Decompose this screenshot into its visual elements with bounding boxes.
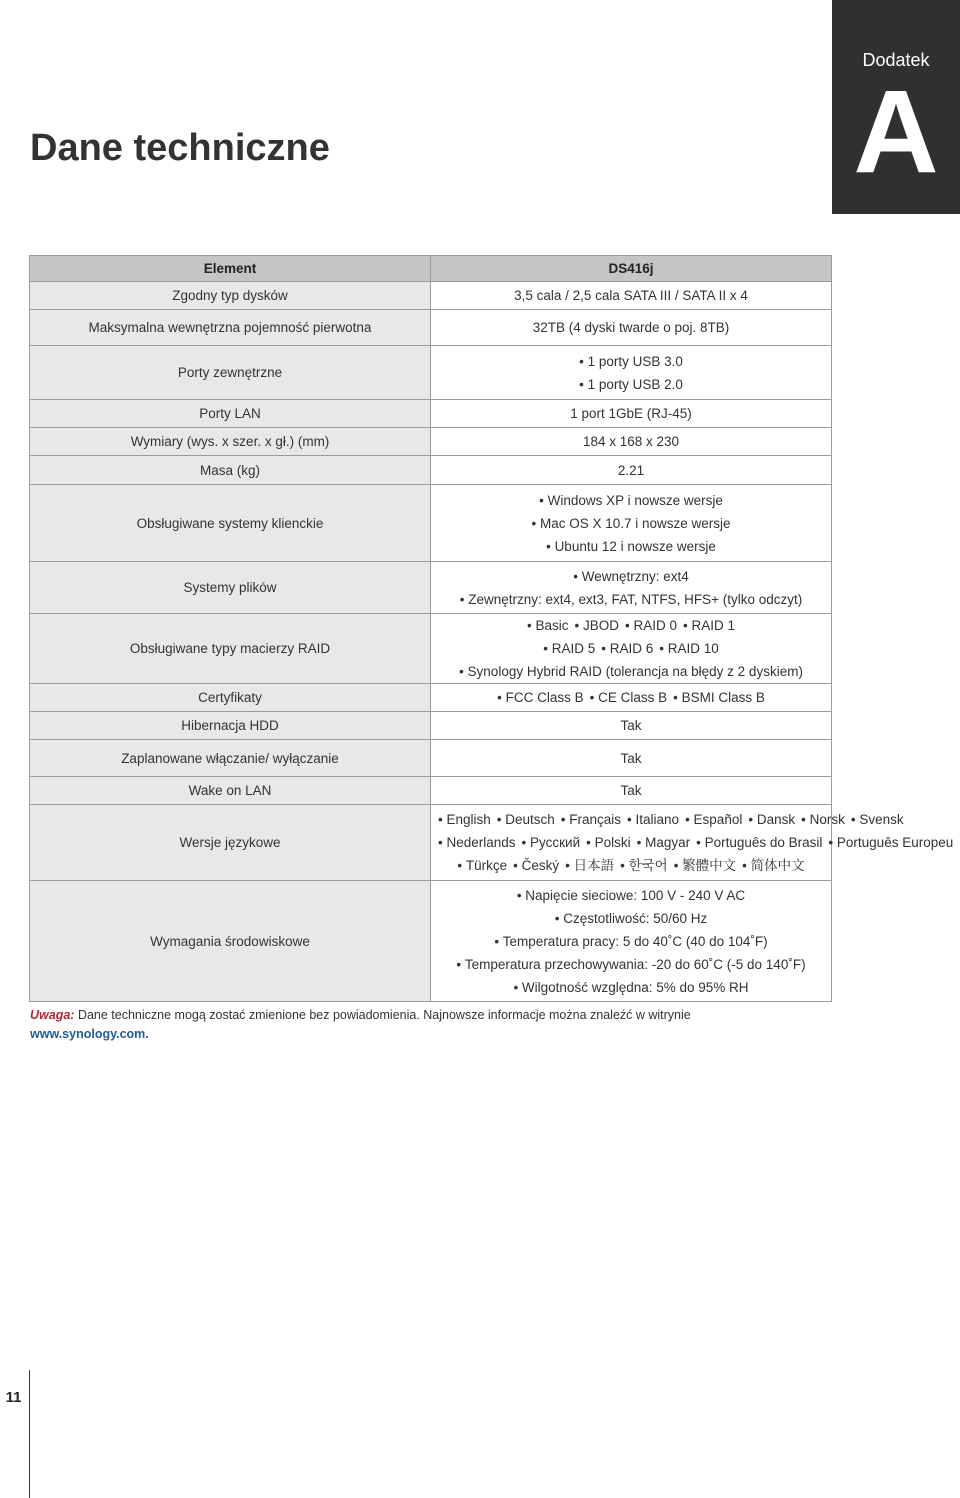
row-label: Wymagania środowiskowe bbox=[30, 881, 431, 1002]
bullet-item: • RAID 10 bbox=[659, 637, 719, 660]
value-line bbox=[435, 373, 827, 396]
row-label: Maksymalna wewnętrzna pojemność pierwotna bbox=[30, 310, 431, 346]
bullet-item: • 繁體中文 bbox=[674, 854, 736, 877]
value-text: 3,5 cala / 2,5 cala SATA III / SATA II x 4 bbox=[514, 288, 748, 303]
bullet-item: • Dansk bbox=[748, 808, 795, 831]
bullet-item: • Русский bbox=[522, 831, 581, 854]
value-line bbox=[435, 808, 904, 831]
bullet-item: • FCC Class B bbox=[497, 689, 584, 706]
value-line bbox=[435, 462, 827, 479]
bullet-item: • Türkçe bbox=[457, 854, 507, 877]
value-line bbox=[435, 319, 827, 336]
value-line bbox=[435, 405, 827, 422]
value-line bbox=[435, 831, 954, 854]
value-line bbox=[435, 884, 827, 907]
bullet-item: • Napięcie sieciowe: 100 V - 240 V AC bbox=[517, 884, 745, 907]
bullet-item: • Wilgotność względna: 5% do 95% RH bbox=[513, 976, 748, 999]
row-label: Porty zewnętrzne bbox=[30, 346, 431, 400]
table-row bbox=[30, 881, 832, 1002]
row-value bbox=[431, 740, 832, 777]
value-line bbox=[435, 512, 827, 535]
table-row bbox=[30, 614, 832, 684]
bullet-item: • Português Europeu bbox=[828, 831, 953, 854]
row-label: Hibernacja HDD bbox=[30, 712, 431, 740]
row-value bbox=[431, 562, 832, 614]
bullet-item: • Nederlands bbox=[438, 831, 516, 854]
row-value bbox=[431, 881, 832, 1002]
table-row bbox=[30, 777, 832, 805]
row-value bbox=[431, 456, 832, 485]
bullet-item: • Ubuntu 12 i nowsze wersje bbox=[546, 535, 716, 558]
row-value bbox=[431, 712, 832, 740]
row-label: Obsługiwane typy macierzy RAID bbox=[30, 614, 431, 684]
value-line bbox=[435, 907, 827, 930]
value-text: 2.21 bbox=[617, 462, 645, 478]
row-label: Systemy plików bbox=[30, 562, 431, 614]
value-line bbox=[435, 637, 827, 660]
bullet-item: • 1 porty USB 3.0 bbox=[579, 350, 683, 373]
table-row bbox=[30, 684, 832, 712]
row-label: Porty LAN bbox=[30, 400, 431, 428]
table-row bbox=[30, 346, 832, 400]
row-label: Wymiary (wys. x szer. x gł.) (mm) bbox=[30, 428, 431, 456]
value-text: 1 port 1GbE (RJ-45) bbox=[570, 406, 692, 421]
value-line bbox=[435, 565, 827, 588]
bullet-item: • Mac OS X 10.7 i nowsze wersje bbox=[531, 512, 730, 535]
bullet-item: • Temperatura przechowywania: -20 do 60˚C (-5 do 140˚F) bbox=[456, 953, 805, 976]
bullet-item: • English bbox=[438, 808, 491, 831]
table-row bbox=[30, 805, 832, 881]
row-value bbox=[431, 614, 832, 684]
bullet-item: • Częstotliwość: 50/60 Hz bbox=[555, 907, 708, 930]
table-row bbox=[30, 400, 832, 428]
bullet-item: • BSMI Class B bbox=[673, 689, 765, 706]
row-label: Masa (kg) bbox=[30, 456, 431, 485]
value-line bbox=[435, 854, 827, 877]
header-model: DS416j bbox=[431, 256, 832, 282]
bullet-item: • 한국어 bbox=[620, 854, 668, 877]
row-label: Obsługiwane systemy klienckie bbox=[30, 485, 431, 562]
value-line bbox=[435, 930, 827, 953]
page-number: 11 bbox=[5, 1389, 22, 1406]
bullet-item: • Svensk bbox=[851, 808, 904, 831]
value-line bbox=[435, 689, 827, 706]
value-line bbox=[435, 588, 827, 611]
bullet-item: • RAID 0 bbox=[625, 614, 677, 637]
value-text: 32TB (4 dyski twarde o poj. 8TB) bbox=[532, 320, 730, 335]
bullet-item: • Deutsch bbox=[497, 808, 555, 831]
bullet-item: • RAID 5 bbox=[543, 637, 595, 660]
value-line bbox=[435, 614, 827, 637]
bullet-item: • CE Class B bbox=[590, 689, 668, 706]
row-label: Certyfikaty bbox=[30, 684, 431, 712]
value-line bbox=[435, 976, 827, 999]
value-line bbox=[435, 660, 827, 683]
note bbox=[30, 1006, 820, 1044]
value-line bbox=[435, 750, 827, 767]
row-value bbox=[431, 282, 832, 310]
table-row bbox=[30, 282, 832, 310]
appendix-label: Dodatek bbox=[862, 50, 930, 70]
bullet-item: • Zewnętrzny: ext4, ext3, FAT, NTFS, HFS+ (tylko odczyt) bbox=[460, 588, 802, 611]
value-text: Tak bbox=[620, 783, 642, 798]
value-line bbox=[435, 535, 827, 558]
value-text: Tak bbox=[620, 718, 642, 733]
bullet-item: • Polski bbox=[586, 831, 631, 854]
row-value bbox=[431, 777, 832, 805]
row-label: Wake on LAN bbox=[30, 777, 431, 805]
table-row bbox=[30, 712, 832, 740]
row-value bbox=[431, 805, 954, 881]
bullet-item: • JBOD bbox=[575, 614, 620, 637]
table-row bbox=[30, 485, 832, 562]
row-label: Zaplanowane włączanie/ wyłączanie bbox=[30, 740, 431, 777]
row-value bbox=[431, 684, 832, 712]
row-value bbox=[431, 310, 832, 346]
row-value bbox=[431, 400, 832, 428]
value-line bbox=[435, 433, 827, 450]
row-value bbox=[431, 428, 832, 456]
appendix-tab bbox=[832, 0, 960, 214]
value-line bbox=[435, 717, 827, 734]
bullet-item: • Magyar bbox=[637, 831, 691, 854]
value-line bbox=[435, 782, 827, 799]
value-line bbox=[435, 287, 827, 304]
note-prefix: Uwaga: bbox=[30, 1008, 75, 1022]
bullet-item: • Temperatura pracy: 5 do 40˚C (40 do 104˚F) bbox=[494, 930, 767, 953]
note-url-link[interactable]: www.synology.com. bbox=[30, 1027, 149, 1041]
page-title: Dane techniczne bbox=[30, 127, 330, 169]
bullet-item: • RAID 6 bbox=[601, 637, 653, 660]
note-text: Dane techniczne mogą zostać zmienione bez powiadomienia. Najnowsze informacje można znaleźć w witrynie bbox=[77, 1008, 691, 1022]
value-line bbox=[435, 350, 827, 373]
bullet-item: • Italiano bbox=[627, 808, 679, 831]
bullet-item: • Norsk bbox=[801, 808, 845, 831]
bullet-item: • Český bbox=[513, 854, 559, 877]
table-row bbox=[30, 562, 832, 614]
bullet-item: • Synology Hybrid RAID (tolerancja na błędy z 2 dyskiem) bbox=[459, 660, 803, 683]
bullet-item: • RAID 1 bbox=[683, 614, 735, 637]
bullet-item: • Español bbox=[685, 808, 742, 831]
header-item: Element bbox=[30, 256, 431, 282]
bullet-item: • 1 porty USB 2.0 bbox=[579, 373, 683, 396]
value-text: 184 x 168 x 230 bbox=[582, 434, 680, 449]
table-row bbox=[30, 428, 832, 456]
spec-table bbox=[29, 255, 954, 1002]
table-row bbox=[30, 740, 832, 777]
value-text: Tak bbox=[620, 750, 642, 766]
table-row bbox=[30, 456, 832, 485]
value-line bbox=[435, 953, 827, 976]
value-line bbox=[435, 489, 827, 512]
spec-table-body bbox=[30, 282, 954, 1002]
row-label: Zgodny typ dysków bbox=[30, 282, 431, 310]
row-label: Wersje językowe bbox=[30, 805, 431, 881]
bullet-item: • 简体中文 bbox=[742, 854, 804, 877]
row-value bbox=[431, 346, 832, 400]
bullet-item: • Français bbox=[561, 808, 621, 831]
bullet-item: • 日本語 bbox=[565, 854, 614, 877]
bullet-item: • Basic bbox=[527, 614, 569, 637]
bullet-item: • Português do Brasil bbox=[696, 831, 822, 854]
appendix-letter: A bbox=[853, 66, 939, 198]
bullet-item: • Wewnętrzny: ext4 bbox=[573, 565, 689, 588]
page-rule bbox=[29, 1370, 30, 1498]
row-value bbox=[431, 485, 832, 562]
table-row bbox=[30, 310, 832, 346]
bullet-item: • Windows XP i nowsze wersje bbox=[539, 489, 723, 512]
table-header-row bbox=[30, 256, 832, 282]
